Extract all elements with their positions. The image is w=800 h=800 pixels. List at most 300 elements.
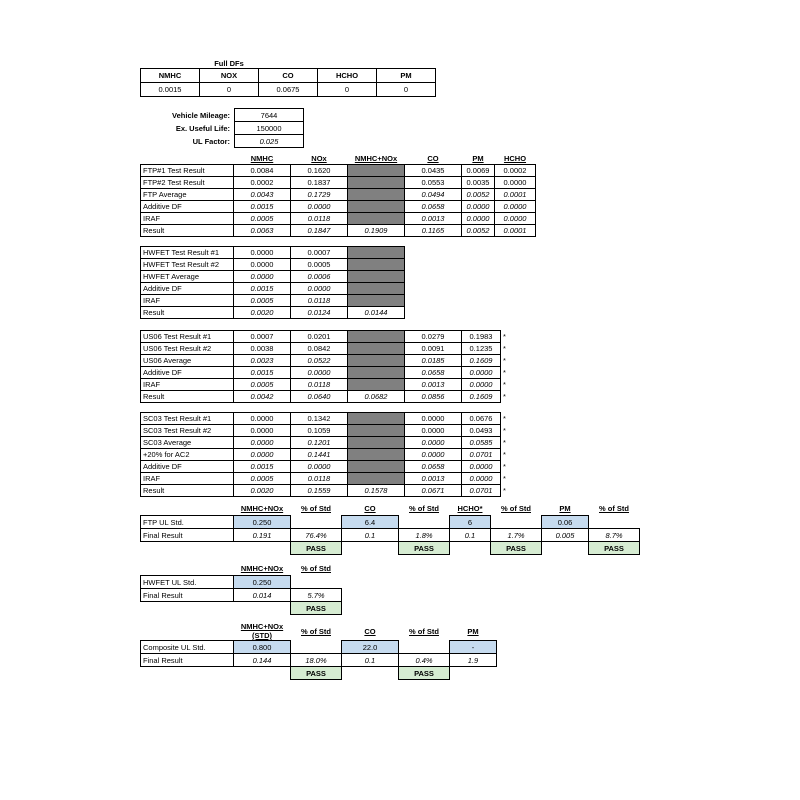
sc03-row0-sum [348, 413, 405, 425]
sc03-row4-co[interactable]: 0.0658 [405, 461, 462, 473]
ftp-row1-nmhc[interactable]: 0.0002 [234, 177, 291, 189]
sc03-row0-nmhc[interactable]: 0.0000 [234, 413, 291, 425]
composite-summary-header-pm: PM [467, 626, 479, 636]
ftp-summary-header-co: CO [364, 504, 376, 513]
full-df-value-nox[interactable]: 0 [200, 83, 259, 97]
sc03-row1-sum [348, 425, 405, 437]
sc03-row1-co[interactable]: 0.0000 [405, 425, 462, 437]
table-row [141, 355, 516, 367]
ftp-row0-pm[interactable]: 0.0069 [462, 165, 495, 177]
composite-pass-spacer4 [450, 667, 497, 680]
us06-row2-sum [348, 355, 405, 367]
hwfet-row0-sum [348, 247, 405, 259]
ftp-row3-nox[interactable]: 0.0000 [291, 201, 348, 213]
full-df-title-spacer3 [318, 58, 377, 69]
sc03-row4-star: * [503, 462, 506, 471]
hwfet-pass-spacer2 [234, 602, 291, 615]
us06-row1-star: * [503, 344, 506, 353]
ftp-row0-label: FTP#1 Test Result [141, 165, 234, 177]
ftp-summary-table [140, 502, 640, 555]
table-row [141, 437, 516, 449]
us06-row5-nmhc[interactable]: 0.0042 [234, 391, 291, 403]
ftp-row5-sum[interactable]: 0.1909 [348, 225, 405, 237]
ftp-summary-header-row [141, 502, 640, 516]
us06-row1-sum [348, 343, 405, 355]
ftp-pass-spacer-co [342, 542, 399, 555]
sc03-row5-sum [348, 473, 405, 485]
table-row [141, 213, 536, 225]
ftp-row1-sum [348, 177, 405, 189]
us06-row0-pm[interactable]: 0.1983 [462, 331, 501, 343]
hwfet-final-label: Final Result [141, 589, 234, 602]
composite-summary-header-pct2: % of Std [409, 626, 439, 636]
vehicle-mileage-row [140, 109, 304, 122]
ftp-ul-std-co[interactable]: 6.4 [342, 516, 399, 529]
sc03-row6-co[interactable]: 0.0671 [405, 485, 462, 497]
full-df-title: Full DFs [214, 58, 244, 68]
composite-ul-std-pm[interactable]: - [450, 641, 497, 654]
sc03-row3-star: * [503, 450, 506, 459]
hwfet-summary-header-row [141, 562, 342, 576]
full-df-header-row [141, 69, 436, 83]
composite-summary-header-nmhcnox: NMHC+NOx (STD) [240, 622, 284, 640]
us06-row2-star: * [503, 356, 506, 365]
us06-row3-co[interactable]: 0.0658 [405, 367, 462, 379]
hwfet-row3-sum [348, 283, 405, 295]
full-df-header-co: CO [259, 69, 318, 83]
sc03-row1-pm[interactable]: 0.0493 [462, 425, 501, 437]
ftp-summary-header-hcho: HCHO* [457, 504, 483, 513]
hwfet-row4-nmhc[interactable]: 0.0005 [234, 295, 291, 307]
us06-row3-label: Additive DF [141, 367, 234, 379]
ftp-row4-sum [348, 213, 405, 225]
sc03-row3-sum [348, 449, 405, 461]
hwfet-summary-table [140, 562, 342, 615]
us06-row3-nox[interactable]: 0.0000 [291, 367, 348, 379]
us06-row4-nox[interactable]: 0.0118 [291, 379, 348, 391]
table-row [141, 367, 516, 379]
composite-final-co[interactable]: 0.1 [342, 654, 399, 667]
hwfet-row5-label: Result [141, 307, 234, 319]
sc03-row5-pm[interactable]: 0.0000 [462, 473, 501, 485]
composite-ul-std-row [141, 641, 497, 654]
table-row [141, 425, 516, 437]
sc03-row4-nmhc[interactable]: 0.0015 [234, 461, 291, 473]
table-row [141, 391, 516, 403]
composite-pass-spacer [141, 667, 234, 680]
sc03-row2-pm[interactable]: 0.0585 [462, 437, 501, 449]
ftp-summary-header-pct4: % of Std [599, 504, 629, 514]
ftp-final-co[interactable]: 0.1 [342, 529, 399, 542]
ftp-row3-pm[interactable]: 0.0000 [462, 201, 495, 213]
hwfet-summary-header-blank [141, 562, 234, 576]
us06-row5-pm[interactable]: 0.1609 [462, 391, 501, 403]
full-df-value-nmhc[interactable]: 0.0015 [141, 83, 200, 97]
sc03-row4-pm[interactable]: 0.0000 [462, 461, 501, 473]
ftp-header-pm: PM [472, 153, 484, 163]
composite-ul-std-co[interactable]: 22.0 [342, 641, 399, 654]
ftp-final-nmhcnox[interactable]: 0.191 [234, 529, 291, 542]
sc03-row1-label: SC03 Test Result #2 [141, 425, 234, 437]
ftp-final-pm[interactable]: 0.005 [542, 529, 589, 542]
sc03-row6-nmhc[interactable]: 0.0020 [234, 485, 291, 497]
sc03-row1-nox[interactable]: 0.1059 [291, 425, 348, 437]
sc03-row2-co[interactable]: 0.0000 [405, 437, 462, 449]
status-badge: PASS [291, 542, 342, 555]
ftp-row4-hcho[interactable]: 0.0000 [495, 213, 536, 225]
sc03-row2-nmhc[interactable]: 0.0000 [234, 437, 291, 449]
hwfet-row0-nox[interactable]: 0.0007 [291, 247, 348, 259]
hwfet-row1-nox[interactable]: 0.0005 [291, 259, 348, 271]
us06-row4-nmhc[interactable]: 0.0005 [234, 379, 291, 391]
table-row [141, 259, 405, 271]
us06-row1-pm[interactable]: 0.1235 [462, 343, 501, 355]
ftp-row4-nmhc[interactable]: 0.0005 [234, 213, 291, 225]
sc03-row3-pm[interactable]: 0.0701 [462, 449, 501, 461]
ftp-final-pct3[interactable]: 1.7% [491, 529, 542, 542]
table-row [141, 461, 516, 473]
ftp-ul-std-pct1 [291, 516, 342, 529]
ftp-header-blank [141, 152, 234, 165]
us06-row3-nmhc[interactable]: 0.0015 [234, 367, 291, 379]
full-df-header-pm: PM [377, 69, 436, 83]
sc03-row0-nox[interactable]: 0.1342 [291, 413, 348, 425]
us06-row2-label: US06 Average [141, 355, 234, 367]
composite-pass-spacer2 [234, 667, 291, 680]
sc03-row5-nox[interactable]: 0.0118 [291, 473, 348, 485]
sc03-row6-label: Result [141, 485, 234, 497]
ftp-row2-nmhc[interactable]: 0.0043 [234, 189, 291, 201]
sc03-row2-nox[interactable]: 0.1201 [291, 437, 348, 449]
table-row [141, 177, 536, 189]
full-df-title-spacer4 [377, 58, 436, 69]
ftp-row5-label: Result [141, 225, 234, 237]
composite-summary-table [140, 622, 497, 680]
ftp-summary-header-pct2: % of Std [409, 504, 439, 514]
composite-final-label: Final Result [141, 654, 234, 667]
us06-row5-co[interactable]: 0.0856 [405, 391, 462, 403]
ftp-row0-sum [348, 165, 405, 177]
ftp-final-pct2[interactable]: 1.8% [399, 529, 450, 542]
us06-row3-pm[interactable]: 0.0000 [462, 367, 501, 379]
hwfet-row3-nmhc[interactable]: 0.0015 [234, 283, 291, 295]
sc03-row6-nox[interactable]: 0.1559 [291, 485, 348, 497]
ftp-header-nmhc: NMHC [250, 153, 274, 163]
ftp-row5-pm[interactable]: 0.0052 [462, 225, 495, 237]
ftp-header-hcho: HCHO [503, 153, 527, 163]
hwfet-row3-nox[interactable]: 0.0000 [291, 283, 348, 295]
useful-life-value[interactable]: 150000 [235, 122, 304, 135]
status-badge: PASS [399, 667, 450, 680]
full-df-value-pm[interactable]: 0 [377, 83, 436, 97]
ftp-row3-label: Additive DF [141, 201, 234, 213]
hwfet-row3-label: Additive DF [141, 283, 234, 295]
us06-row2-co[interactable]: 0.0185 [405, 355, 462, 367]
us06-row0-label: US06 Test Result #1 [141, 331, 234, 343]
composite-ul-std-nmhcnox[interactable]: 0.800 [234, 641, 291, 654]
hwfet-row0-nmhc[interactable]: 0.0000 [234, 247, 291, 259]
sc03-row3-label: +20% for AC2 [141, 449, 234, 461]
table-row [141, 283, 405, 295]
sc03-row6-star: * [503, 486, 506, 495]
sc03-row5-label: IRAF [141, 473, 234, 485]
composite-summary-header-co: CO [364, 626, 376, 636]
vehicle-mileage-value[interactable]: 7644 [235, 109, 304, 122]
us06-row0-nox[interactable]: 0.0201 [291, 331, 348, 343]
ftp-results-table [140, 152, 536, 237]
ftp-row0-nmhc[interactable]: 0.0084 [234, 165, 291, 177]
full-df-value-co[interactable]: 0.0675 [259, 83, 318, 97]
hwfet-row4-nox[interactable]: 0.0118 [291, 295, 348, 307]
hwfet-row1-sum [348, 259, 405, 271]
ul-factor-row [140, 135, 304, 148]
sc03-row4-nox[interactable]: 0.0000 [291, 461, 348, 473]
ftp-pass-row [141, 542, 640, 555]
full-df-value-row [141, 83, 436, 97]
ul-factor-value[interactable]: 0.025 [235, 135, 304, 148]
us06-row3-sum [348, 367, 405, 379]
ul-factor-label: UL Factor: [192, 136, 230, 146]
ftp-summary-header-pct1: % of Std [301, 504, 331, 514]
composite-final-pm[interactable]: 1.9 [450, 654, 497, 667]
ftp-row3-nmhc[interactable]: 0.0015 [234, 201, 291, 213]
sc03-row5-nmhc[interactable]: 0.0005 [234, 473, 291, 485]
sc03-row0-star: * [503, 414, 506, 423]
ftp-ul-std-pct4 [589, 516, 640, 529]
ftp-final-label: Final Result [141, 529, 234, 542]
us06-row0-co[interactable]: 0.0279 [405, 331, 462, 343]
hwfet-row2-nox[interactable]: 0.0006 [291, 271, 348, 283]
ftp-column-header-row [141, 152, 536, 165]
sc03-row5-co[interactable]: 0.0013 [405, 473, 462, 485]
sc03-row1-nmhc[interactable]: 0.0000 [234, 425, 291, 437]
ftp-header-nmhcnox: NMHC+NOx [354, 153, 398, 163]
ftp-summary-header-pm: PM [559, 504, 571, 513]
us06-row1-label: US06 Test Result #2 [141, 343, 234, 355]
full-df-table [140, 58, 436, 97]
composite-final-pct2[interactable]: 0.4% [399, 654, 450, 667]
us06-row1-nox[interactable]: 0.0842 [291, 343, 348, 355]
hwfet-ul-std-label: HWFET UL Std. [141, 576, 234, 589]
ftp-summary-header-pct3: % of Std [501, 504, 531, 514]
table-row [141, 473, 516, 485]
ftp-row2-co[interactable]: 0.0494 [405, 189, 462, 201]
ftp-row1-pm[interactable]: 0.0035 [462, 177, 495, 189]
status-badge: PASS [291, 667, 342, 680]
table-row [141, 449, 516, 461]
table-row [141, 271, 405, 283]
sc03-row0-co[interactable]: 0.0000 [405, 413, 462, 425]
us06-row5-sum[interactable]: 0.0682 [348, 391, 405, 403]
us06-row3-star: * [503, 368, 506, 377]
composite-summary-header-pct1: % of Std [301, 626, 331, 636]
full-df-value-hcho[interactable]: 0 [318, 83, 377, 97]
hwfet-row5-nox[interactable]: 0.0124 [291, 307, 348, 319]
us06-row5-label: Result [141, 391, 234, 403]
us06-row5-nox[interactable]: 0.0640 [291, 391, 348, 403]
table-row [141, 295, 405, 307]
full-df-title-spacer [141, 58, 200, 69]
ftp-ul-std-nmhcnox[interactable]: 0.250 [234, 516, 291, 529]
composite-pass-row [141, 667, 497, 680]
ftp-pass-spacer-pm [542, 542, 589, 555]
hwfet-ul-std-row [141, 576, 342, 589]
table-row [141, 189, 536, 201]
ftp-row0-nox[interactable]: 0.1620 [291, 165, 348, 177]
hwfet-row4-label: IRAF [141, 295, 234, 307]
ftp-row0-co[interactable]: 0.0435 [405, 165, 462, 177]
sc03-row1-star: * [503, 426, 506, 435]
us06-row4-sum [348, 379, 405, 391]
table-row [141, 201, 536, 213]
sc03-row6-pm[interactable]: 0.0701 [462, 485, 501, 497]
vehicle-info-table [140, 108, 304, 148]
us06-row1-nmhc[interactable]: 0.0038 [234, 343, 291, 355]
us06-row0-star: * [503, 332, 506, 341]
sc03-row0-pm[interactable]: 0.0676 [462, 413, 501, 425]
hwfet-row4-sum [348, 295, 405, 307]
status-badge: PASS [491, 542, 542, 555]
ftp-header-nox: NOx [311, 153, 327, 163]
composite-final-nmhcnox[interactable]: 0.144 [234, 654, 291, 667]
hwfet-pass-row [141, 602, 342, 615]
sc03-row3-nmhc[interactable]: 0.0000 [234, 449, 291, 461]
us06-row2-nox[interactable]: 0.0522 [291, 355, 348, 367]
table-row [141, 165, 536, 177]
composite-final-result-row [141, 654, 497, 667]
us06-row1-co[interactable]: 0.0091 [405, 343, 462, 355]
ftp-ul-std-pct2 [399, 516, 450, 529]
composite-ul-std-pct2 [399, 641, 450, 654]
ftp-row1-label: FTP#2 Test Result [141, 177, 234, 189]
us06-row2-nmhc[interactable]: 0.0023 [234, 355, 291, 367]
composite-final-pct1[interactable]: 18.0% [291, 654, 342, 667]
hwfet-row1-label: HWFET Test Result #2 [141, 259, 234, 271]
ftp-ul-std-label: FTP UL Std. [141, 516, 234, 529]
ftp-row5-nmhc[interactable]: 0.0063 [234, 225, 291, 237]
ftp-pass-spacer-hcho [450, 542, 491, 555]
hwfet-row1-nmhc[interactable]: 0.0000 [234, 259, 291, 271]
sc03-row2-sum [348, 437, 405, 449]
table-row [141, 343, 516, 355]
ftp-final-pct4[interactable]: 8.7% [589, 529, 640, 542]
us06-row4-star: * [503, 380, 506, 389]
hwfet-summary-header-nmhcnox: NMHC+NOx [240, 564, 284, 573]
ftp-row2-hcho[interactable]: 0.0001 [495, 189, 536, 201]
ftp-row1-co[interactable]: 0.0553 [405, 177, 462, 189]
ftp-row4-nox[interactable]: 0.0118 [291, 213, 348, 225]
ftp-pass-spacer [141, 542, 234, 555]
hwfet-ul-std-pct [291, 576, 342, 589]
table-row [141, 379, 516, 391]
status-badge: PASS [589, 542, 640, 555]
sc03-row4-sum [348, 461, 405, 473]
sc03-row2-label: SC03 Average [141, 437, 234, 449]
ftp-row3-co[interactable]: 0.0658 [405, 201, 462, 213]
ftp-row5-co[interactable]: 0.1165 [405, 225, 462, 237]
hwfet-ul-std-nmhcnox[interactable]: 0.250 [234, 576, 291, 589]
ftp-ul-std-pct3 [491, 516, 542, 529]
ftp-row5-hcho[interactable]: 0.0001 [495, 225, 536, 237]
ftp-row4-pm[interactable]: 0.0000 [462, 213, 495, 225]
sc03-results-table [140, 412, 516, 497]
composite-summary-header-blank [141, 622, 234, 641]
sc03-row3-co[interactable]: 0.0000 [405, 449, 462, 461]
us06-row4-label: IRAF [141, 379, 234, 391]
table-row [141, 485, 516, 497]
us06-row0-nmhc[interactable]: 0.0007 [234, 331, 291, 343]
full-df-header-hcho: HCHO [318, 69, 377, 83]
full-df-title-row [141, 58, 436, 69]
status-badge: PASS [399, 542, 450, 555]
ftp-ul-std-hcho[interactable]: 6 [450, 516, 491, 529]
sc03-row4-label: Additive DF [141, 461, 234, 473]
us06-row4-co[interactable]: 0.0013 [405, 379, 462, 391]
useful-life-row [140, 122, 304, 135]
full-df-header-nmhc: NMHC [141, 69, 200, 83]
ftp-ul-std-pm[interactable]: 0.06 [542, 516, 589, 529]
hwfet-row2-sum [348, 271, 405, 283]
useful-life-label: Ex. Useful Life: [175, 123, 230, 133]
sc03-row0-label: SC03 Test Result #1 [141, 413, 234, 425]
ftp-pass-spacer-nmhcnox [234, 542, 291, 555]
hwfet-final-pct[interactable]: 5.7% [291, 589, 342, 602]
vehicle-mileage-label: Vehicle Mileage: [172, 110, 230, 120]
ftp-ul-std-row [141, 516, 640, 529]
composite-pass-spacer3 [342, 667, 399, 680]
sc03-row6-sum[interactable]: 0.1578 [348, 485, 405, 497]
sc03-row5-star: * [503, 474, 506, 483]
us06-row5-star: * [503, 392, 506, 401]
ftp-header-co: CO [427, 153, 439, 163]
ftp-summary-header-blank [141, 502, 234, 516]
us06-results-table [140, 330, 516, 403]
us06-row2-pm[interactable]: 0.1609 [462, 355, 501, 367]
hwfet-final-nmhcnox[interactable]: 0.014 [234, 589, 291, 602]
ftp-row5-nox[interactable]: 0.1847 [291, 225, 348, 237]
hwfet-row5-sum[interactable]: 0.0144 [348, 307, 405, 319]
table-row [141, 307, 405, 319]
ftp-row2-pm[interactable]: 0.0052 [462, 189, 495, 201]
ftp-row2-nox[interactable]: 0.1729 [291, 189, 348, 201]
ftp-row3-hcho[interactable]: 0.0000 [495, 201, 536, 213]
sc03-row3-nox[interactable]: 0.1441 [291, 449, 348, 461]
hwfet-row5-nmhc[interactable]: 0.0020 [234, 307, 291, 319]
table-row [141, 247, 405, 259]
hwfet-row0-label: HWFET Test Result #1 [141, 247, 234, 259]
ftp-row2-label: FTP Average [141, 189, 234, 201]
ftp-final-pct1[interactable]: 76.4% [291, 529, 342, 542]
ftp-row1-hcho[interactable]: 0.0000 [495, 177, 536, 189]
ftp-row3-sum [348, 201, 405, 213]
ftp-row1-nox[interactable]: 0.1837 [291, 177, 348, 189]
sc03-row2-star: * [503, 438, 506, 447]
full-df-header-nox: NOX [200, 69, 259, 83]
composite-ul-std-label: Composite UL Std. [141, 641, 234, 654]
ftp-summary-header-nmhcnox: NMHC+NOx [240, 504, 284, 513]
ftp-final-hcho[interactable]: 0.1 [450, 529, 491, 542]
hwfet-row2-nmhc[interactable]: 0.0000 [234, 271, 291, 283]
ftp-row4-label: IRAF [141, 213, 234, 225]
us06-row4-pm[interactable]: 0.0000 [462, 379, 501, 391]
hwfet-final-result-row [141, 589, 342, 602]
hwfet-summary-header-pct: % of Std [301, 564, 331, 574]
ftp-row0-hcho[interactable]: 0.0002 [495, 165, 536, 177]
composite-ul-std-pct1 [291, 641, 342, 654]
ftp-row4-co[interactable]: 0.0013 [405, 213, 462, 225]
hwfet-results-table [140, 246, 405, 319]
table-row [141, 331, 516, 343]
